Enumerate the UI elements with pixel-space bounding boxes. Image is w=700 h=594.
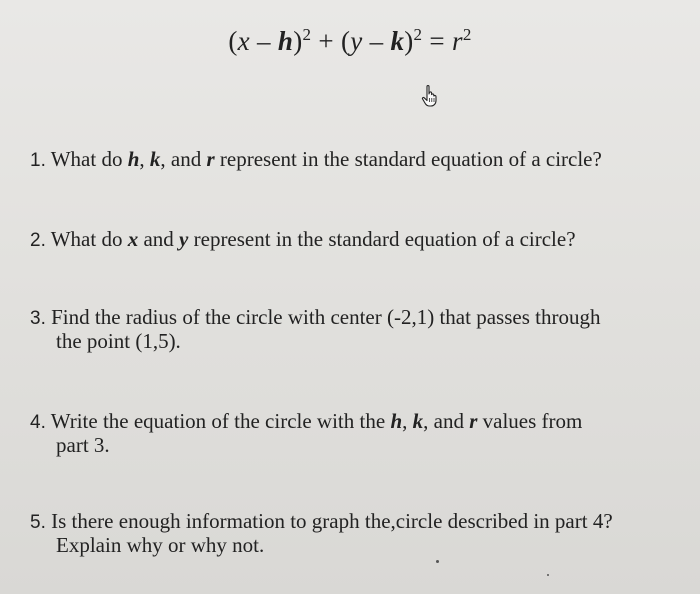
eq-var-x: x [237, 26, 250, 56]
eq-equals: = [422, 26, 452, 56]
hand-pointer-icon [420, 84, 440, 108]
question-text: represent in the standard equation of a circle? [214, 147, 602, 171]
question-text: , [402, 409, 413, 433]
question-text: What do [50, 227, 128, 251]
variable-h: h [390, 409, 403, 433]
question-text-continued: part 3. [56, 433, 110, 457]
variable-y: y [179, 227, 189, 251]
eq-var-r: r [452, 26, 463, 56]
question-text-continued: the point (1,5). [56, 329, 181, 353]
question-5 [30, 510, 680, 557]
question-number: 2. [30, 230, 46, 251]
eq-var-y: y [350, 26, 363, 56]
question-text-continued: Explain why or why not. [56, 533, 265, 557]
question-3 [30, 306, 680, 353]
question-text: , and [160, 147, 207, 171]
question-text: Find the radius of the circle with center (-2,1) that passes through [51, 305, 601, 329]
question-text: and [138, 227, 180, 251]
stray-mark [436, 560, 439, 563]
eq-minus: – [362, 26, 391, 56]
question-text: , and [423, 409, 470, 433]
eq-var-k: k [390, 26, 405, 56]
eq-exponent: 2 [302, 25, 312, 44]
variable-k: k [149, 147, 161, 171]
question-4 [30, 410, 680, 457]
question-text: Is there enough information to graph the,circle described in part 4? [51, 509, 613, 533]
eq-paren: ( [228, 26, 238, 56]
circle-standard-equation [0, 26, 700, 57]
eq-exponent: 2 [462, 25, 472, 44]
stray-mark [547, 574, 549, 576]
question-text: Write the equation of the circle with the [50, 409, 391, 433]
question-text: , [139, 147, 150, 171]
variable-r: r [469, 409, 478, 433]
question-text: values from [477, 409, 583, 433]
question-2 [30, 228, 680, 252]
eq-paren: ) [404, 26, 414, 56]
question-text: represent in the standard equation of a circle? [188, 227, 576, 251]
eq-exponent: 2 [413, 25, 423, 44]
variable-h: h [127, 147, 140, 171]
variable-k: k [412, 409, 424, 433]
eq-paren: ) [293, 26, 303, 56]
question-number: 3. [30, 308, 46, 329]
question-number: 5. [30, 512, 46, 533]
variable-x: x [127, 227, 139, 251]
question-number: 1. [30, 150, 46, 171]
question-1 [30, 148, 680, 172]
question-number: 4. [30, 412, 46, 433]
eq-var-h: h [277, 26, 294, 56]
eq-plus: + ( [311, 26, 351, 56]
question-text: What do [50, 147, 128, 171]
variable-r: r [206, 147, 215, 171]
eq-minus: – [249, 26, 278, 56]
